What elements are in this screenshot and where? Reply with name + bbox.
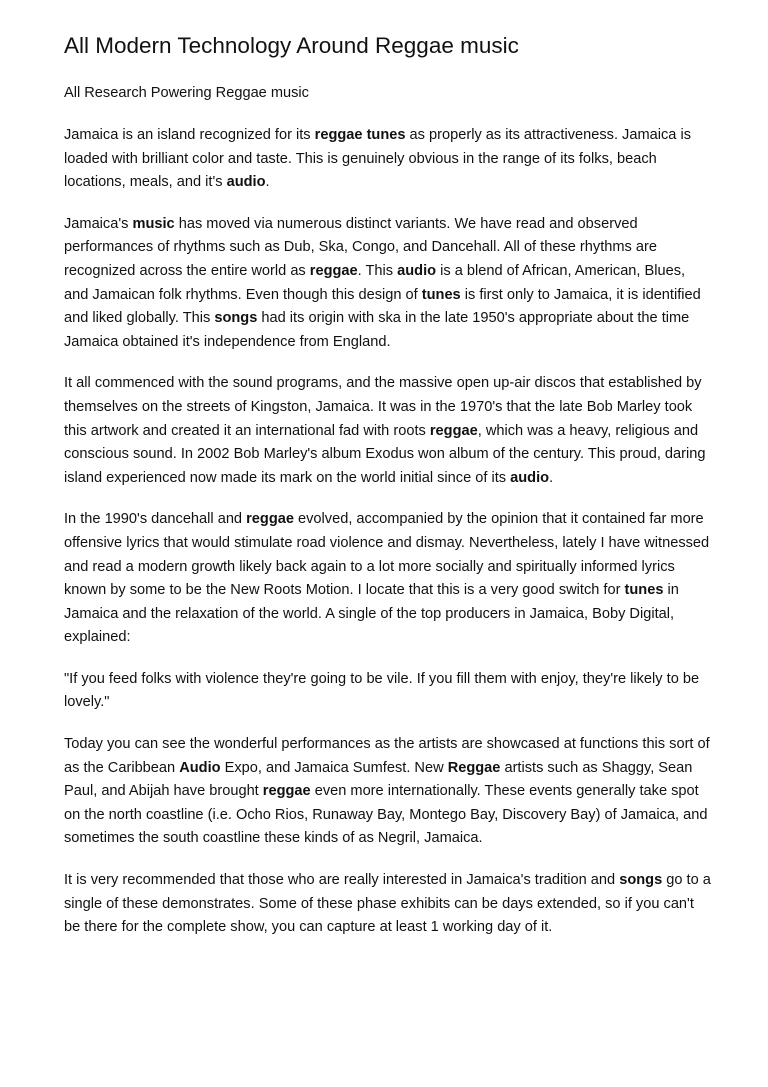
text-run: even more internationally. These events generally take spot on the north coastline (i.e. Ocho Rios, Runaway Bay, Montego Bay, Discovery Bay) of Jamaica, and sometimes the south coastline these kinds of as Negril, Jamaica.: [64, 783, 708, 847]
keyword-text: reggae tunes: [314, 127, 406, 143]
paragraph: [64, 372, 712, 490]
paragraph: [64, 213, 712, 355]
keyword-text: Audio: [179, 759, 221, 776]
text-run: .: [265, 174, 270, 191]
text-run: artists such as Shaggy, Sean Paul, and Abijah have brought: [64, 759, 693, 800]
paragraph: [64, 733, 712, 851]
paragraph: [64, 124, 712, 195]
keyword-text: reggae: [262, 783, 311, 800]
text-run: has moved via numerous distinct variants. We have read and observed performances of rhythms such as Dub, Ska, Congo, and Dancehall. All of these rhythms are recognized across the entire world as: [64, 215, 657, 279]
quote-paragraph: [64, 668, 712, 715]
text-run: Jamaica's: [64, 215, 133, 232]
keyword-text: songs: [619, 872, 663, 889]
text-run: .: [549, 469, 554, 486]
document-page: [64, 30, 712, 958]
text-run: In the 1990's dancehall and: [64, 511, 247, 528]
keyword-text: songs: [214, 310, 258, 327]
text-run: had its origin with ska in the late 1950's appropriate about the time Jamaica obtained it's independence from England.: [64, 310, 690, 350]
text-run: in Jamaica and the relaxation of the world. A single of the top producers in Jamaica, Boby Digital, explained:: [64, 582, 679, 646]
keyword-text: Reggae: [447, 759, 501, 776]
document-title: All Modern Technology Around Reggae music: [64, 33, 519, 58]
text-run: , which was a heavy, religious and conscious sound. In 2002 Bob Marley's album Exodus won album of the century. This proud, daring island experienced now made its mark on the world initial since of its: [64, 422, 706, 486]
keyword-text: reggae: [246, 511, 294, 528]
keyword-text: music: [132, 215, 175, 232]
keyword-text: tunes: [421, 286, 461, 303]
paragraph: [64, 508, 712, 650]
text-run: is a blend of African, American, Blues, and Jamaican folk rhythms. Even though this design of: [64, 262, 686, 303]
text-run: It all commenced with the sound programs, and the massive open up-air discos that established by themselves on the streets of Kingston, Jamaica. It was in the 1970's that the late Bob Marley took this artwork and created it an international fad with roots: [64, 375, 702, 439]
paragraph: [64, 869, 712, 940]
text-run: "If you feed folks with violence they're going to be vile. If you fill them with enjoy, they're likely to be lovely.": [64, 670, 700, 711]
keyword-text: reggae: [429, 422, 478, 439]
document-subtitle: All Research Powering Reggae music: [64, 85, 309, 101]
keyword-text: audio: [510, 469, 550, 486]
keyword-text: audio: [397, 262, 437, 279]
keyword-text: audio: [226, 174, 266, 191]
document-body: [64, 124, 712, 940]
text-run: Jamaica is an island recognized for its: [64, 127, 315, 143]
text-run: Today you can see the wonderful performances as the artists are showcased at functions this sort of as the Caribbean: [64, 736, 710, 776]
text-run: Expo, and Jamaica Sumfest. New: [220, 759, 448, 776]
text-run: It is very recommended that those who are really interested in Jamaica's tradition and: [64, 872, 620, 889]
text-run: go to a single of these demonstrates. Some of these phase exhibits can be days extended, so if you can't be there for the complete show, you can capture at least 1 working day of it.: [64, 872, 711, 936]
text-run: is first only to Jamaica, it is identified and liked globally. This: [64, 286, 701, 327]
text-run: evolved, accompanied by the opinion that it contained far more offensive lyrics that would stimulate road violence and dismay. Nevertheless, lately I have witnessed and read a modern growth likely back again to a lot more socially and spiritually informed lyrics known by some to be the New Roots Motion. I locate that this is a very good switch for: [64, 511, 710, 599]
text-run: . This: [357, 262, 398, 279]
keyword-text: reggae: [309, 262, 358, 279]
text-run: as properly as its attractiveness. Jamaica is loaded with brilliant color and taste. This is genuinely obvious in the range of its folks, beach locations, meals, and it's: [64, 127, 691, 191]
keyword-text: tunes: [624, 582, 664, 599]
